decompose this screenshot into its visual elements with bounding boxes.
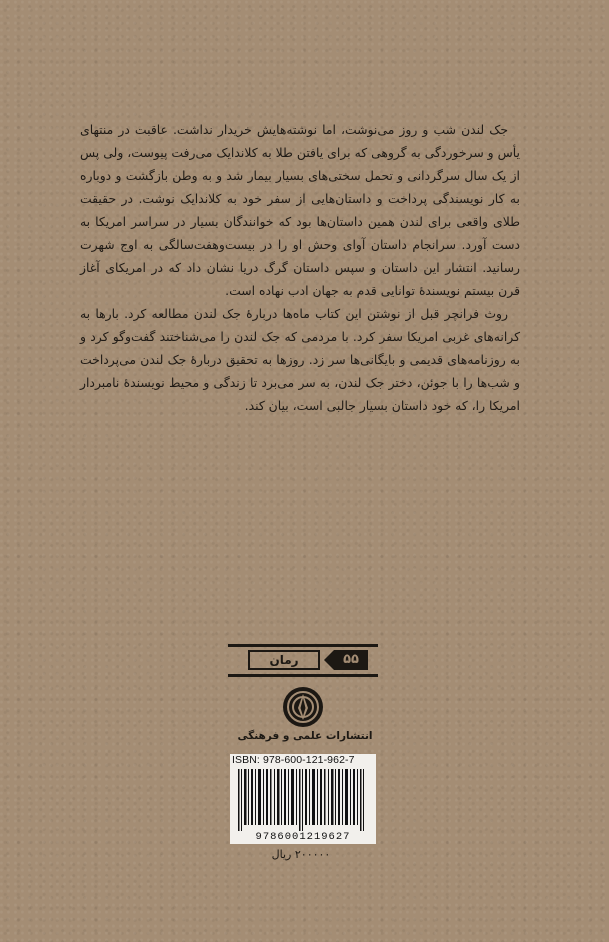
- series-top-rule: [228, 644, 378, 647]
- description-paragraph-1: جک لندن شب و روز می‌نوشت، اما نوشته‌هایش خریدار نداشت. عاقبت در منتهای یأس و سرخوردگی به گروهی که برای یافتن طلا به کلاندایک می‌رفت پیوست، ولی پس از یک سال سرگردانی و تحمل سختی‌های بسیار بیمار شد و به وطن بازگشت و دوباره به کار نویسندگی پرداخت و داستان‌هایی از سفر خود به کلاندایک نوشت. در حقیقت طلای واقعی برای لندن همین داستان‌ها بود که خوانندگان بسیار در سراسر امریکا به دست آورد. سرانجام داستان آوای وحش او را در بیست‌وهفت‌سالگی به اوج شهرت رسانید. انتشار این داستان و سپس داستان گرگ دریا نشان داد که در امریکای آغاز قرن بیستم نویسندهٔ توانایی قدم به جهان ادب نهاده است.: [80, 122, 520, 298]
- price-label: ۲۰۰۰۰۰ ریال: [271, 848, 331, 861]
- series-bottom-rule: [228, 674, 378, 677]
- barcode-digits: 9786001219627: [230, 831, 376, 844]
- back-cover-description: [80, 118, 520, 417]
- barcode: [230, 754, 376, 844]
- isbn-text: ISBN: 978-600-121-962-7: [230, 754, 376, 767]
- series-arrow-icon: [324, 650, 334, 670]
- series-number: ۵۵: [334, 650, 368, 670]
- publisher-name: انتشارات علمی و فرهنگی: [237, 730, 373, 742]
- series-badge: [240, 650, 368, 670]
- series-label: رمان: [248, 650, 320, 670]
- publisher-logo-icon: [282, 686, 324, 728]
- description-paragraph-2: روث فرانچر قبل از نوشتن این کتاب ماه‌ها دربارهٔ جک لندن مطالعه کرد. بارها به کرانه‌های غربی امریکا سفر کرد. با مردمی که جک لندن را می‌شناختند گفت‌وگو کرد و به روزنامه‌های قدیمی و بایگانی‌ها سر زد. روزها به تحقیق دربارهٔ جک لندن می‌پرداخت و شب‌ها را با جوئن، دختر جک لندن، به سر می‌برد تا زندگی و محیط نویسندهٔ نامبردار امریکا را، که خود داستان بسیار جالبی است، بیان کند.: [80, 306, 520, 413]
- barcode-bars: [230, 767, 376, 831]
